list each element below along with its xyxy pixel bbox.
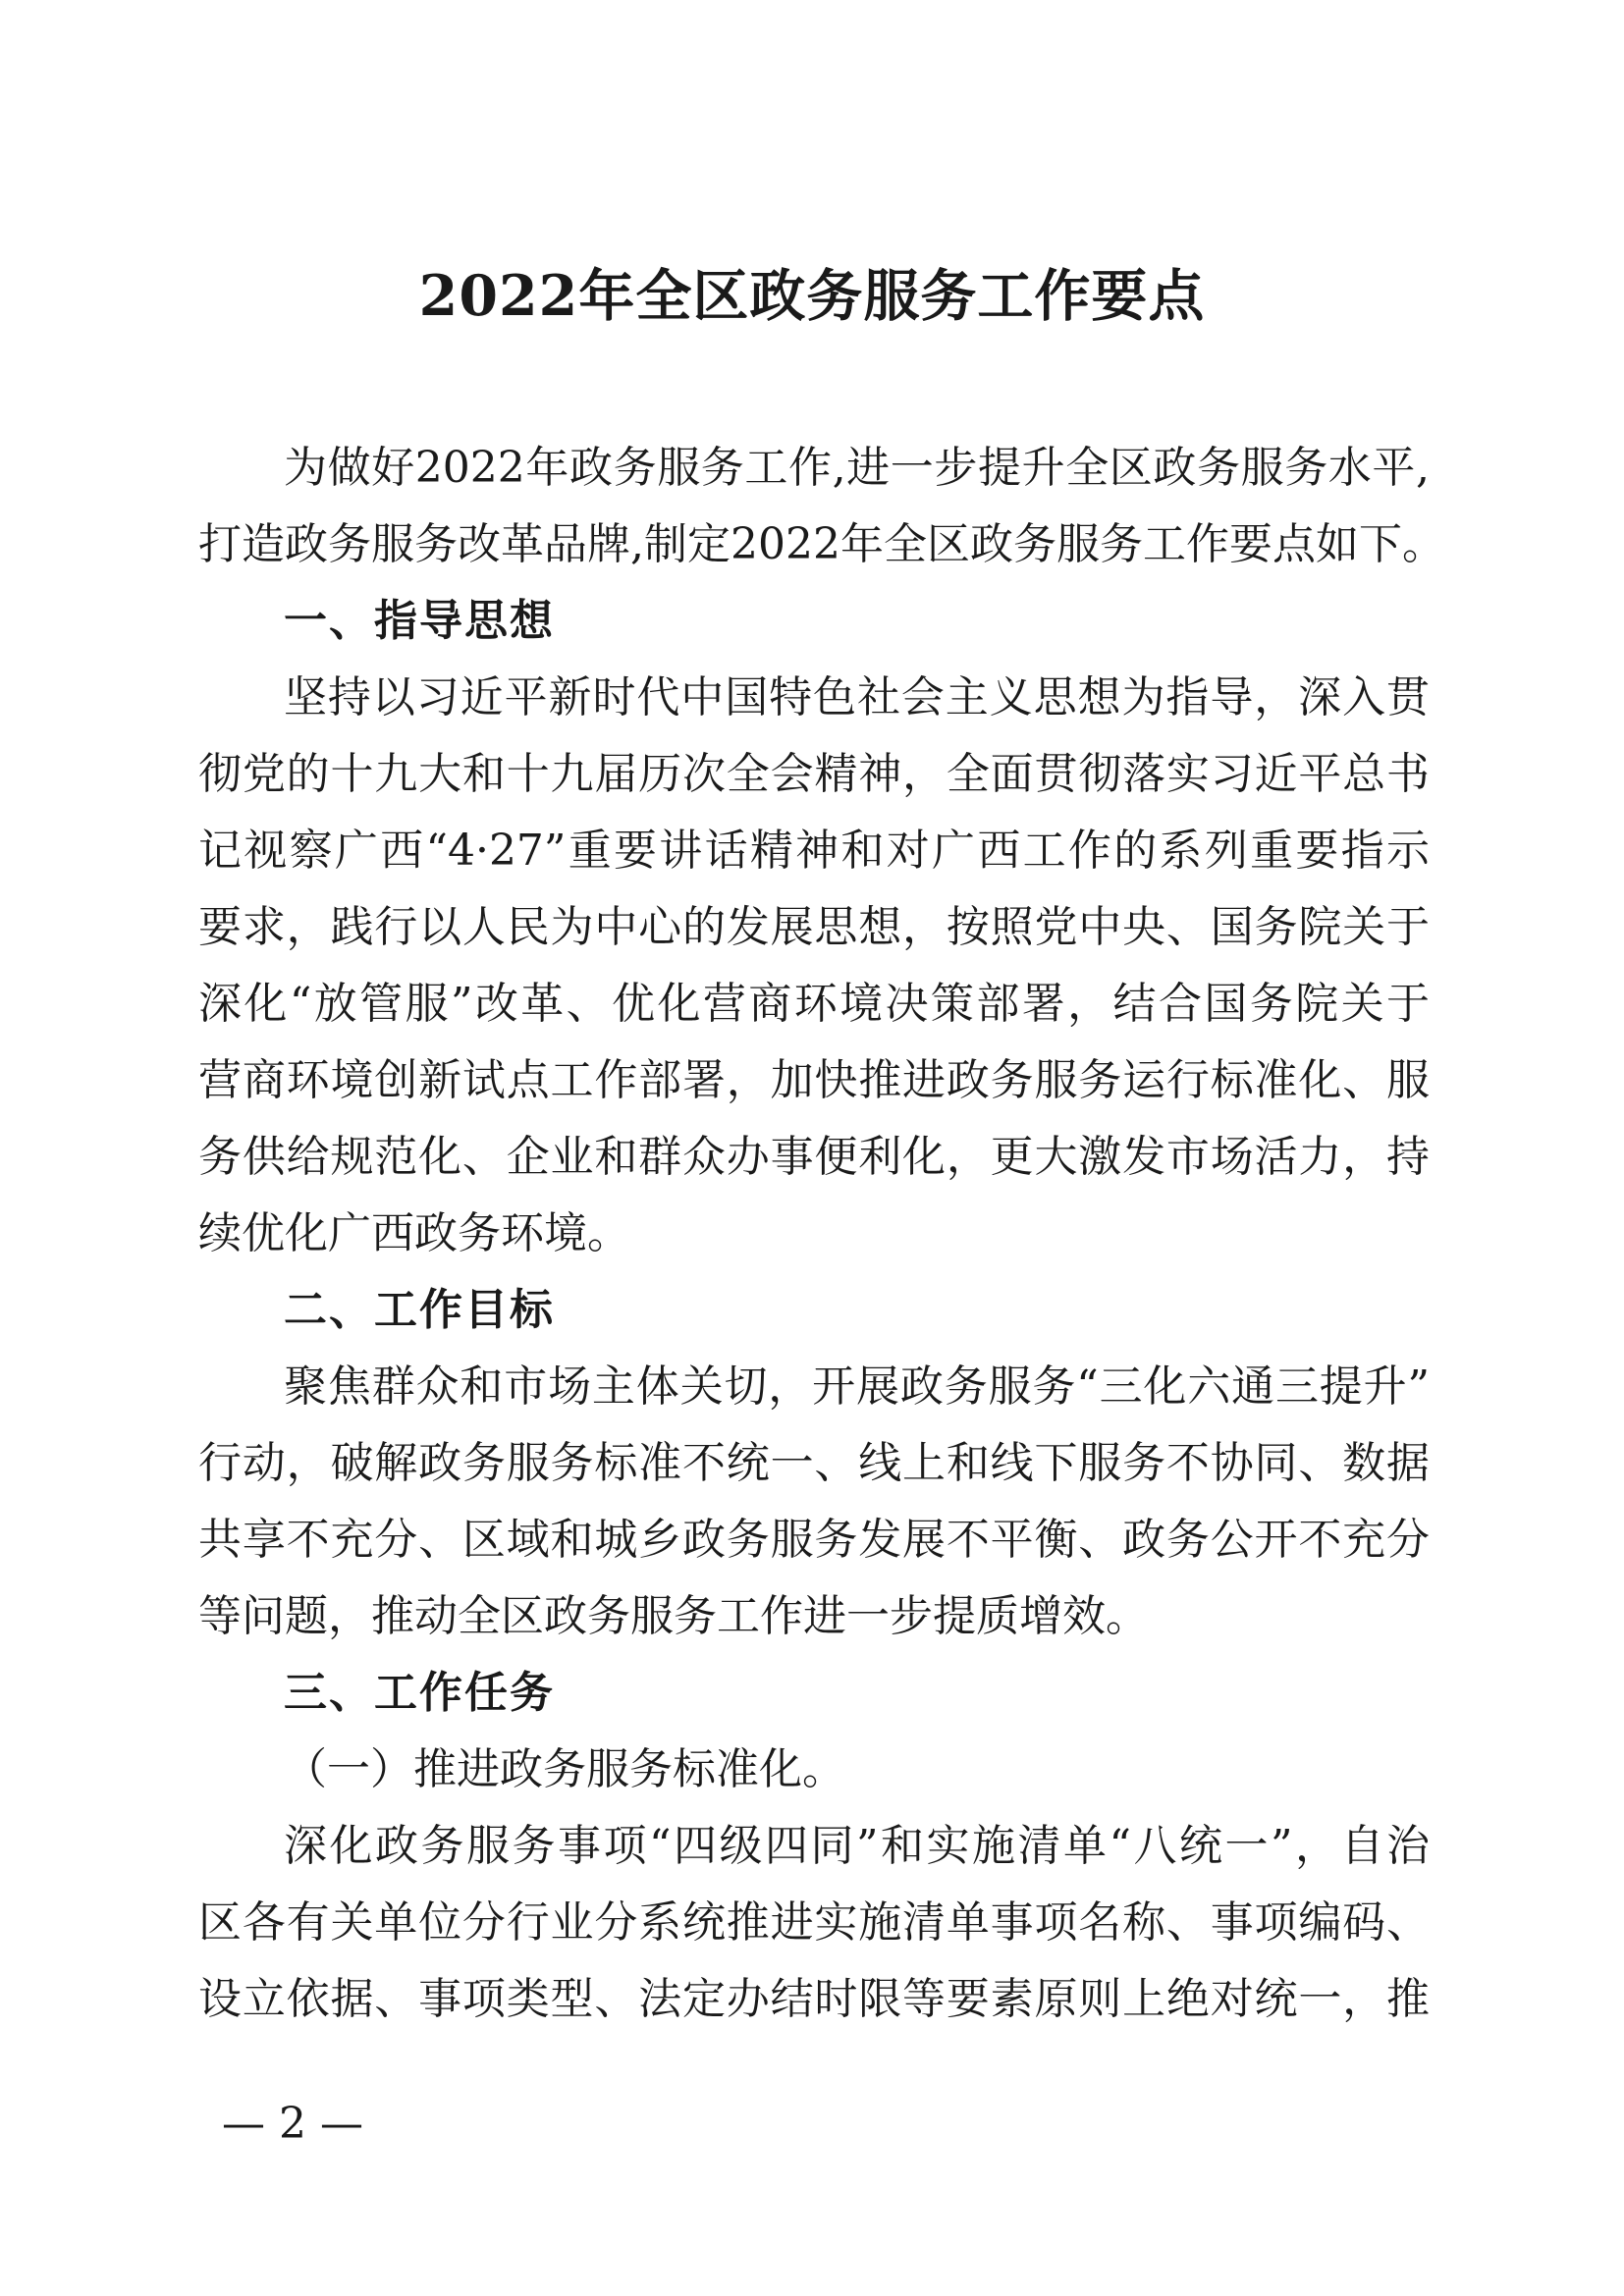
paragraph-line: 等问题，推动全区政务服务工作进一步提质增效。	[198, 1591, 1149, 1641]
document-title: 2022年全区政务服务工作要点	[418, 263, 1206, 329]
paragraph-line: 聚焦群众和市场主体关切，开展政务服务“三化六通三提升”	[284, 1362, 1430, 1412]
paragraph-line: 深化政务服务事项“四级四同”和实施清单“八统一”，自治	[284, 1821, 1430, 1871]
paragraph-line: 彻党的十九大和十九届历次全会精神，全面贯彻落实习近平总书	[198, 749, 1430, 799]
paragraph-line: 区各有关单位分行业分系统推进实施清单事项名称、事项编码、	[198, 1897, 1430, 1948]
paragraph-line: 行动，破解政务服务标准不统一、线上和线下服务不协同、数据	[198, 1438, 1430, 1488]
page-number: — 2 —	[222, 2099, 363, 2149]
paragraph-line: 营商环境创新试点工作部署，加快推进政务服务运行标准化、服	[198, 1055, 1430, 1105]
section-heading-work-tasks: 三、工作任务	[284, 1668, 555, 1718]
subsection-heading: （一）推进政务服务标准化。	[284, 1744, 845, 1794]
paragraph-line: 务供给规范化、企业和群众办事便利化，更大激发市场活力，持	[198, 1132, 1430, 1182]
paragraph-line: 要求，践行以人民为中心的发展思想，按照党中央、国务院关于	[198, 902, 1430, 952]
section-heading-work-goals: 二、工作目标	[284, 1285, 555, 1335]
paragraph-line: 共享不充分、区域和城乡政务服务发展不平衡、政务公开不充分	[198, 1515, 1430, 1565]
paragraph-line: 记视察广西“4·27”重要讲话精神和对广西工作的系列重要指示	[198, 826, 1430, 876]
paragraph-line: 坚持以习近平新时代中国特色社会主义思想为指导，深入贯	[284, 672, 1430, 722]
paragraph-line: 深化“放管服”改革、优化营商环境决策部署，结合国务院关于	[198, 979, 1430, 1029]
paragraph-line: 打造政务服务改革品牌,制定2022年全区政务服务工作要点如下。	[198, 519, 1445, 569]
section-heading-guiding-ideology: 一、指导思想	[284, 596, 555, 646]
paragraph-line: 续优化广西政务环境。	[198, 1208, 630, 1258]
paragraph-line: 为做好2022年政务服务工作,进一步提升全区政务服务水平,	[284, 443, 1430, 493]
paragraph-line: 设立依据、事项类型、法定办结时限等要素原则上绝对统一，推	[198, 1974, 1430, 2024]
